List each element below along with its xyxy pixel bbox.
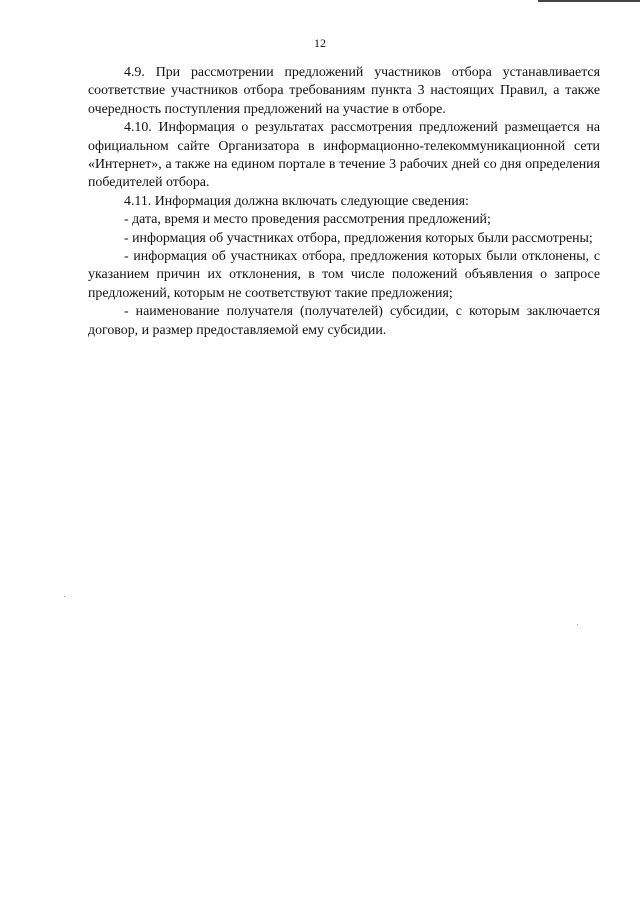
list-item-subsidy-recipient: - наименование получателя (получателей) субсидии, с которым заключается договор, и размер предоставляемой ему субсидии. (88, 304, 600, 338)
scan-speck (64, 596, 65, 597)
paragraph-4-9: 4.9. При рассмотрении предложений участников отбора устанавливается соответствие участников отбора требованиям пункта 3 настоящих Правил, а также очередность поступления предложений на участие в отборе. (88, 65, 600, 117)
list-item-reviewed-participants: - информация об участниках отбора, предложения которых были рассмотрены; (124, 230, 593, 246)
list-item-date-time-place: - дата, время и место проведения рассмотрения предложений; (124, 212, 491, 228)
list-item-rejected-participants: - информация об участниках отбора, предложения которых были отклонены, с указанием причин их отклонения, в том числе положений объявления о запросе предложений, которым не соответствуют такие предложения; (88, 249, 600, 301)
paragraph-4-11: 4.11. Информация должна включать следующие сведения: (124, 193, 469, 209)
document-body (88, 64, 600, 340)
paragraph-4-10: 4.10. Информация о результатах рассмотрения предложений размещается на официальном сайте Организатора в информационно-телекоммуникационной сети «Интернет», а также на едином портале в течение 3 рабочих дней со дня определения победителей отбора. (88, 120, 600, 191)
page-number: 12 (314, 36, 326, 50)
scan-edge-line (538, 0, 640, 2)
scan-speck (577, 624, 578, 625)
